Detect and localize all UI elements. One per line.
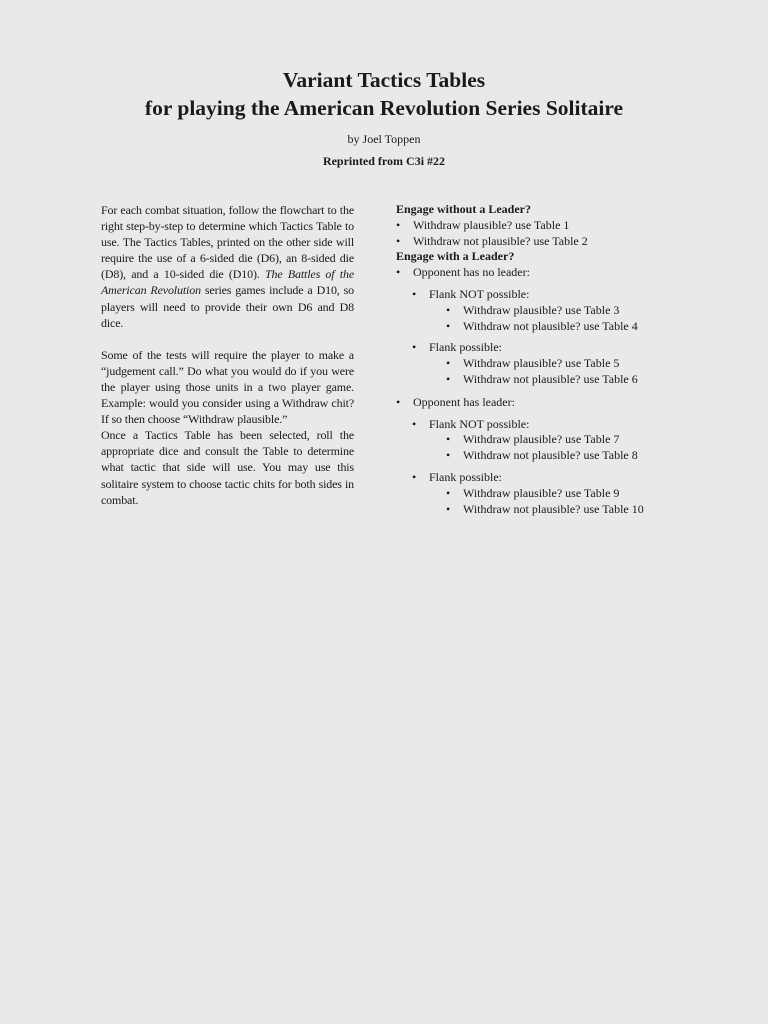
list-item: • Withdraw plausible? use Table 3 bbox=[463, 303, 726, 319]
with-leader-list bbox=[396, 265, 726, 517]
list-item: • Withdraw not plausible? use Table 2 bbox=[413, 234, 726, 250]
dice-paragraph: Once a Tactics Table has been selected, roll the appropriate dice and consult the Table to determine what tactic that side will use. You may use this solitaire system to choose tactic chits for both sides in combat. bbox=[101, 428, 354, 507]
judgement-paragraph: Some of the tests will require the player to make a “judgement call.” Do what you would do if you were the player using those units in a two player game. Example: would you consider using a Withdraw chit? If so then choose “Withdraw plausible.” bbox=[101, 347, 354, 427]
opponent-has-leader-item: • Opponent has leader: bbox=[413, 395, 726, 411]
page-title-line-1: Variant Tactics Tables bbox=[282, 68, 486, 92]
page-title-line-2: for playing the American Revolution Series Solitaire bbox=[144, 96, 624, 120]
flank-not-possible-item: • Flank NOT possible: bbox=[429, 287, 726, 303]
left-column bbox=[101, 202, 354, 508]
list-item: • Withdraw not plausible? use Table 10 bbox=[463, 502, 726, 518]
list-item: • Withdraw plausible? use Table 5 bbox=[463, 356, 726, 372]
section-heading-with-leader: Engage with a Leader? bbox=[396, 249, 515, 264]
list-item: • Withdraw not plausible? use Table 8 bbox=[463, 448, 726, 464]
series-title: The Battles of the American Revolution bbox=[101, 267, 354, 298]
flank-not-possible-item: • Flank NOT possible: bbox=[429, 417, 726, 433]
section-heading-no-leader: Engage without a Leader? bbox=[396, 202, 531, 216]
flowchart-column bbox=[396, 202, 726, 517]
flank-possible-item: • Flank possible: bbox=[429, 340, 726, 356]
byline: by Joel Toppen bbox=[347, 132, 421, 146]
list-item: • Withdraw plausible? use Table 9 bbox=[463, 486, 726, 502]
flank-possible-item: • Flank possible: bbox=[429, 470, 726, 486]
list-item: • Withdraw plausible? use Table 1 bbox=[413, 218, 726, 234]
intro-text-a: For each combat situation, follow the flowchart to the right step-by-step to determine which Tactics Table to use. The Tactics Tables, printed on the other side will require the use of a 6-sided die (D6), an 8-sided die (D8), and a 10-sided die (D10). bbox=[101, 203, 354, 282]
reprint-note: Reprinted from C3i #22 bbox=[322, 154, 446, 168]
list-item: • Withdraw plausible? use Table 7 bbox=[463, 432, 726, 448]
no-leader-list bbox=[396, 218, 726, 250]
list-item: • Withdraw not plausible? use Table 6 bbox=[463, 372, 726, 388]
intro-text-b: series games include a D10, so players will need to provide their own D6 and D8 dice. bbox=[101, 283, 354, 330]
opponent-no-leader-item: • Opponent has no leader: bbox=[413, 265, 726, 281]
list-item: • Withdraw not plausible? use Table 4 bbox=[463, 319, 726, 335]
intro-paragraph bbox=[101, 202, 354, 331]
